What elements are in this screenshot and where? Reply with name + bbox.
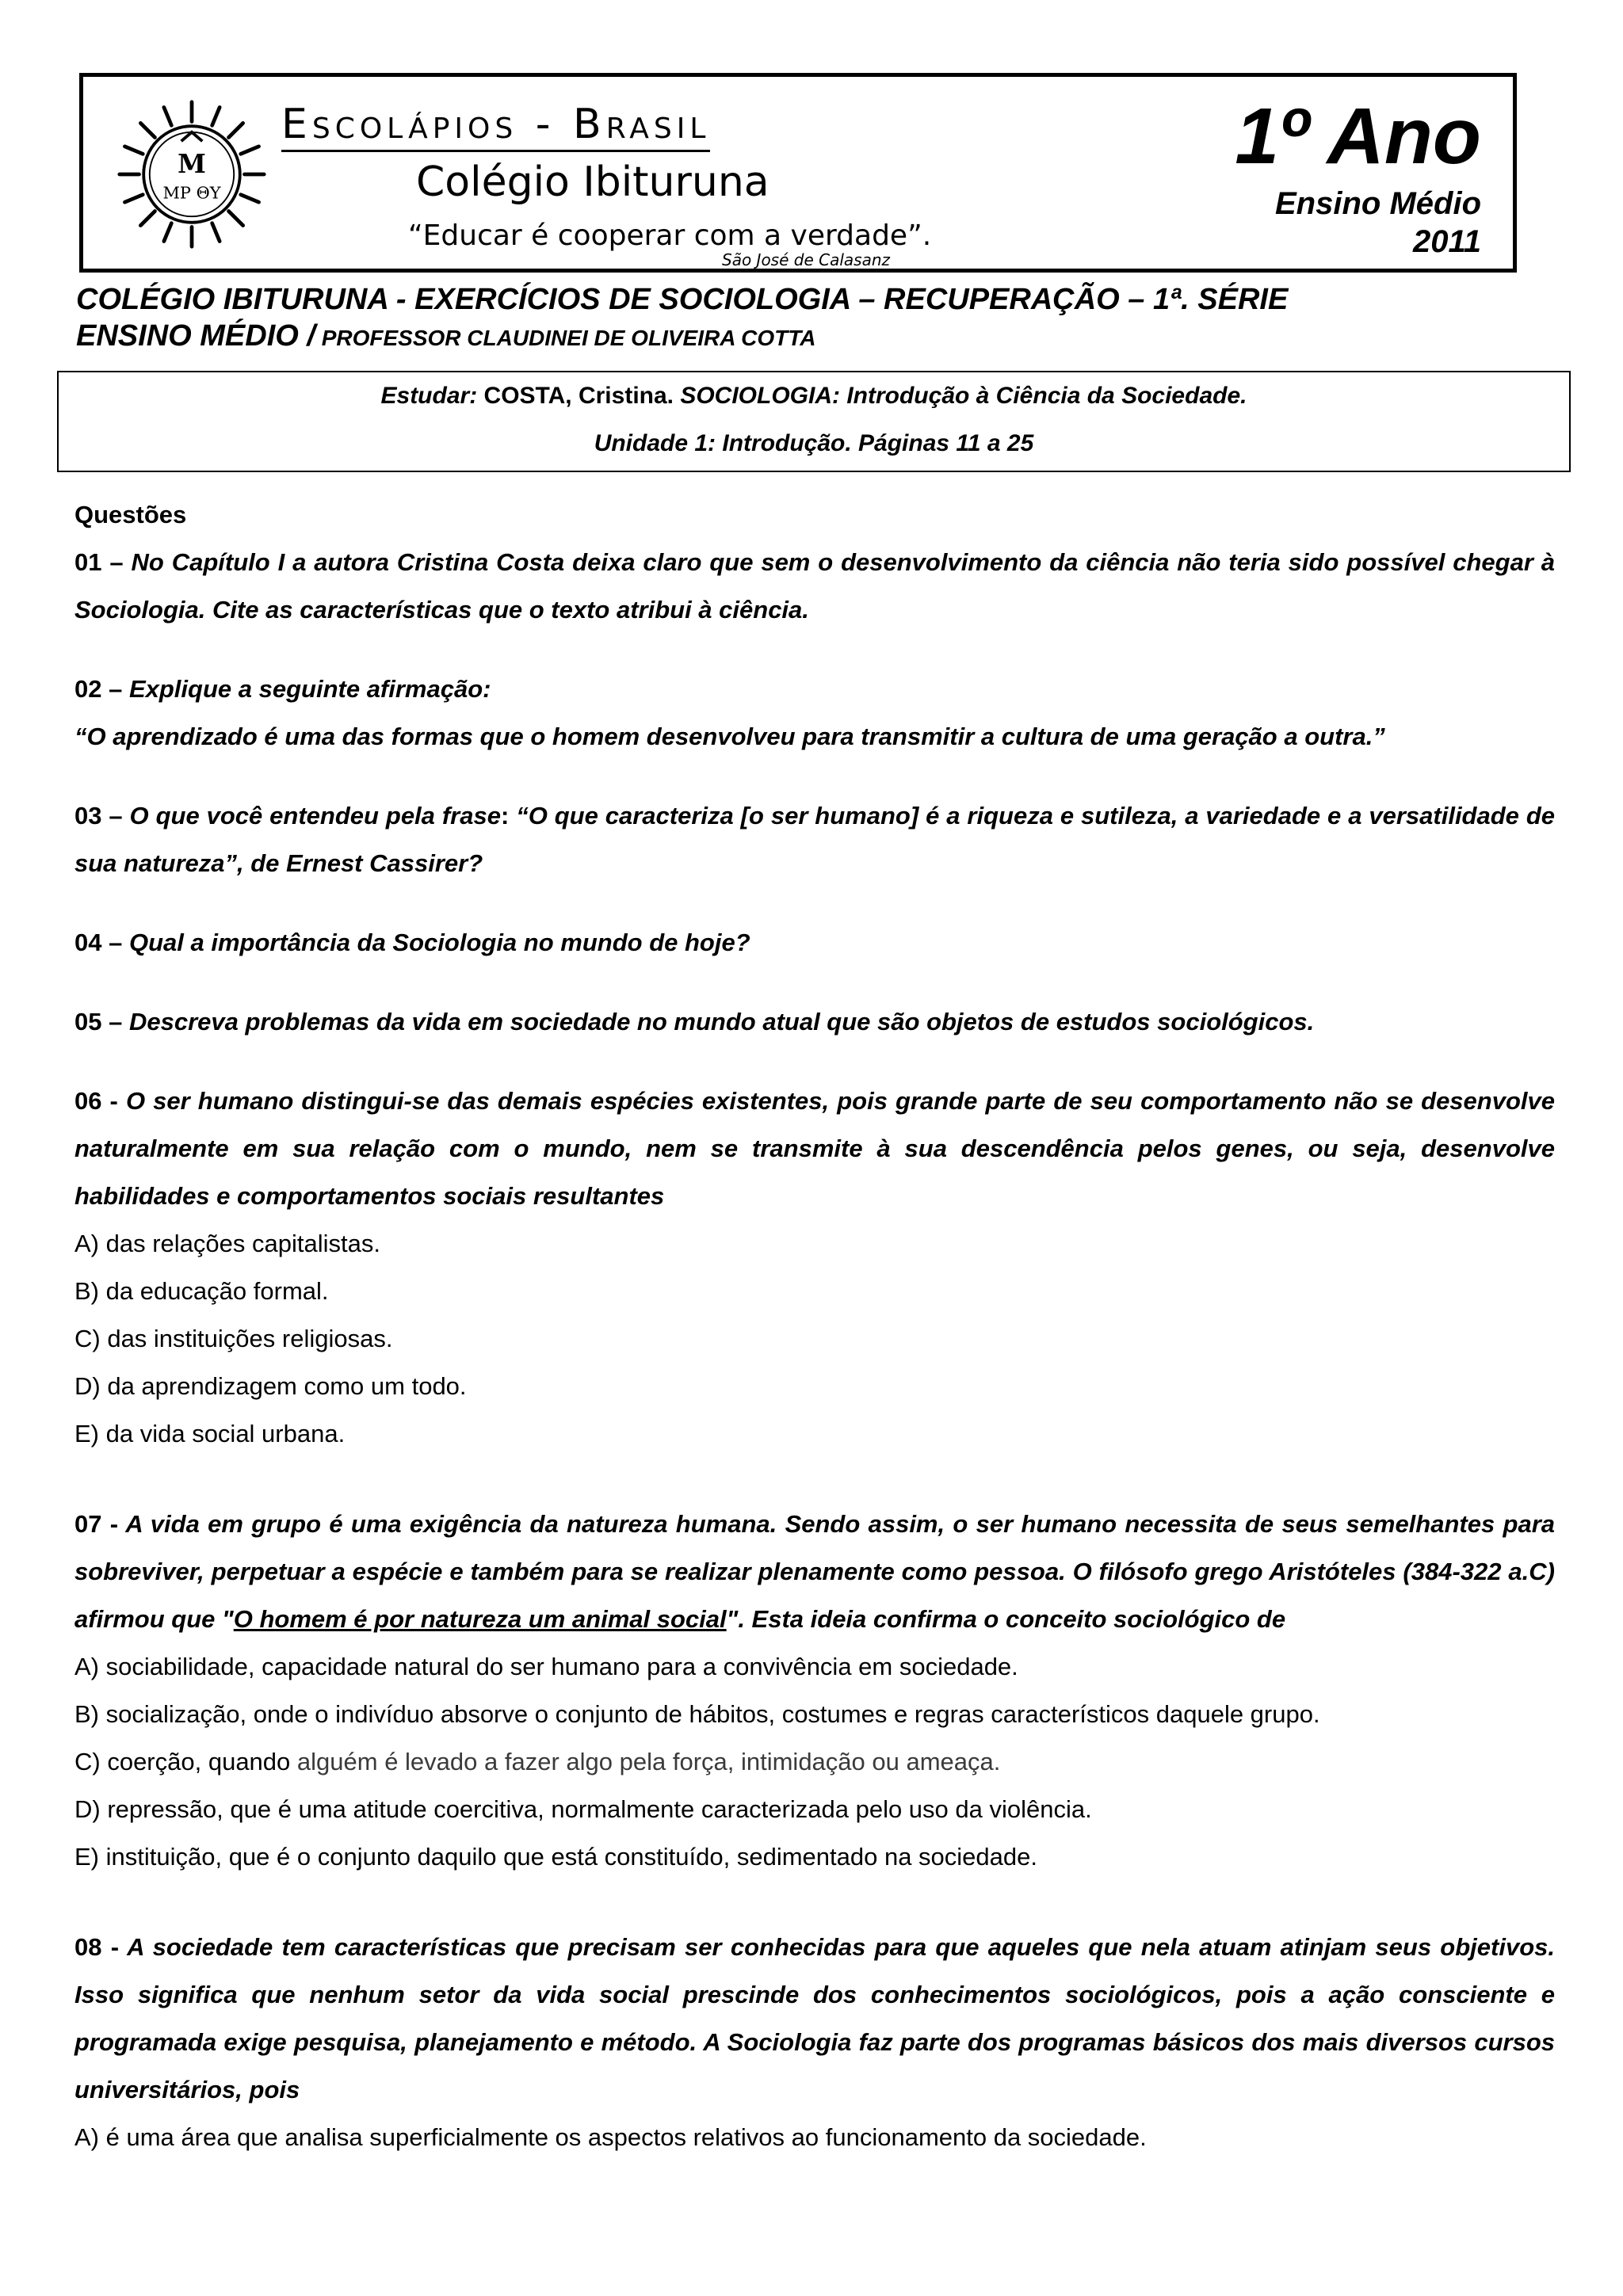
question-06 xyxy=(74,1077,1555,1220)
aristotle-quote: O homem é por natureza um animal social xyxy=(233,1605,727,1633)
question-03 xyxy=(74,792,1555,887)
grade-date: 2011 xyxy=(1412,224,1481,259)
question-02-quote xyxy=(74,713,1555,761)
study-author: COSTA, Cristina. xyxy=(477,383,674,409)
question-number: 03 – xyxy=(74,802,123,830)
option-d: D) repressão, que é uma atitude coercitiva, normalmente caracterizada pelo uso da violência. xyxy=(74,1795,1092,1823)
option-a: A) é uma área que analisa superficialmente os aspectos relativos ao funcionamento da sociedade. xyxy=(74,2123,1147,2151)
option-a: A) sociabilidade, capacidade natural do ser humano para a convivência em sociedade. xyxy=(74,1653,1018,1680)
question-number: 04 – xyxy=(74,929,123,956)
grade-block xyxy=(1235,93,1481,261)
question-number: 07 - xyxy=(74,1510,119,1538)
header-box xyxy=(79,73,1517,273)
seal-monogram: MP ΘY xyxy=(162,183,221,203)
option-d: D) da aprendizagem como um todo. xyxy=(74,1372,467,1400)
question-02 xyxy=(74,666,1555,713)
question-text: No Capítulo I a autora Cristina Costa deixa claro que sem o desenvolvimento da ciência não teria sido possível chegar à Sociologia. Cite as características que o texto atribui à ciência. xyxy=(74,548,1556,624)
option-b: B) socialização, onde o indivíduo absorve o conjunto de hábitos, costumes e regras característicos daquele grupo. xyxy=(74,1700,1320,1728)
question-number: 01 – xyxy=(74,548,124,576)
question-colon: : xyxy=(500,802,510,830)
study-label: Estudar: xyxy=(380,383,478,409)
school-seal-logo xyxy=(116,99,267,250)
question-number: 02 – xyxy=(74,675,123,703)
question-text: A sociedade tem características que precisam ser conhecidas para que aqueles que nela atuam atinjam seus objetivos. Isso significa que nenhum setor da vida social prescinde dos conhecimentos sociológicos, pois a ação consciente e programada exige pesquisa, planejamento e método. A Sociologia faz parte dos programas básicos dos mais diversos cursos universitários, pois xyxy=(74,1933,1556,2103)
study-reference-line xyxy=(59,372,1569,420)
grade-level: Ensino Médio xyxy=(1275,186,1481,221)
question-text: O ser humano distingui-se das demais espécies existentes, pois grande parte de seu comportamento não se desenvolve naturalmente em sua relação com o mundo, nem se transmite à sua descendência pelos genes, ou seja, desenvolve habilidades e comportamentos sociais resultantes xyxy=(74,1087,1555,1210)
school-name: Colégio Ibituruna xyxy=(416,158,769,206)
brand-name: Escolápios - Brasil xyxy=(281,101,710,152)
title-professor: PROFESSOR CLAUDINEI DE OLIVEIRA COTTA xyxy=(315,326,816,350)
option-b: B) da educação formal. xyxy=(74,1277,329,1305)
option-c-start: C) coerção, quando xyxy=(74,1748,297,1775)
title-line-2 xyxy=(76,318,1550,357)
question-07 xyxy=(74,1501,1555,1643)
quote-text: “O que caracteriza [o ser humano] é a riqueza e sutileza, a variedade e a versatilidade de sua natureza”, de Ernest Cassirer? xyxy=(74,802,1555,877)
study-reference-box xyxy=(57,371,1571,472)
title-line-1: COLÉGIO IBITURUNA - EXERCÍCIOS DE SOCIOLOGIA – RECUPERAÇÃO – 1ª. SÉRIE xyxy=(76,283,1289,316)
question-number: 08 - xyxy=(74,1933,120,1961)
school-motto: “Educar é cooperar com a verdade”. xyxy=(408,219,932,252)
question-04 xyxy=(74,919,1555,967)
option-c-end: alguém é levado a fazer algo pela força, intimidação ou ameaça. xyxy=(296,1748,1001,1775)
svg-text:M: M xyxy=(178,149,206,180)
questions-section xyxy=(74,491,1555,2161)
option-c xyxy=(74,1738,1555,1786)
question-text: Qual a importância da Sociologia no mundo de hoje? xyxy=(122,929,750,956)
motto-author: São José de Calasanz xyxy=(722,250,891,269)
question-text: A vida em grupo é uma exigência da natureza humana. Sendo assim, o ser humano necessita de seus semelhantes para sobreviver, perpetuar a espécie e também para se realizar plenamente como pessoa. O filósofo grego Aristóteles (384-322 a.C) afirmou que " xyxy=(74,1510,1555,1633)
grade-year: 1º Ano xyxy=(1235,92,1481,181)
document-title xyxy=(76,281,1550,357)
quote-text: “O aprendizado é uma das formas que o homem desenvolveu para transmitir a cultura de uma geração a outra.” xyxy=(74,723,1385,750)
option-c: C) das instituições religiosas. xyxy=(74,1325,393,1352)
option-e: E) da vida social urbana. xyxy=(74,1420,346,1447)
brand-block xyxy=(281,101,995,269)
question-05 xyxy=(74,998,1555,1046)
question-text: O que você entendeu pela frase xyxy=(122,802,501,830)
option-a: A) das relações capitalistas. xyxy=(74,1230,380,1257)
title-level: ENSINO MÉDIO / xyxy=(76,319,315,353)
question-text-end: ". Esta ideia confirma o conceito sociológico de xyxy=(726,1605,1286,1633)
question-text: Descreva problemas da vida em sociedade no mundo atual que são objetos de estudos sociológicos. xyxy=(122,1008,1315,1035)
question-08 xyxy=(74,1924,1555,2114)
study-book: SOCIOLOGIA: Introdução à Ciência da Sociedade. xyxy=(674,383,1247,409)
question-01 xyxy=(74,539,1555,634)
option-e: E) instituição, que é o conjunto daquilo que está constituído, sedimentado na sociedade. xyxy=(74,1843,1037,1871)
question-number: 05 – xyxy=(74,1008,123,1035)
section-title: Questões xyxy=(74,501,187,528)
study-unit: Unidade 1: Introdução. Páginas 11 a 25 xyxy=(594,430,1034,456)
question-number: 06 - xyxy=(74,1087,118,1115)
question-text: Explique a seguinte afirmação: xyxy=(122,675,491,703)
